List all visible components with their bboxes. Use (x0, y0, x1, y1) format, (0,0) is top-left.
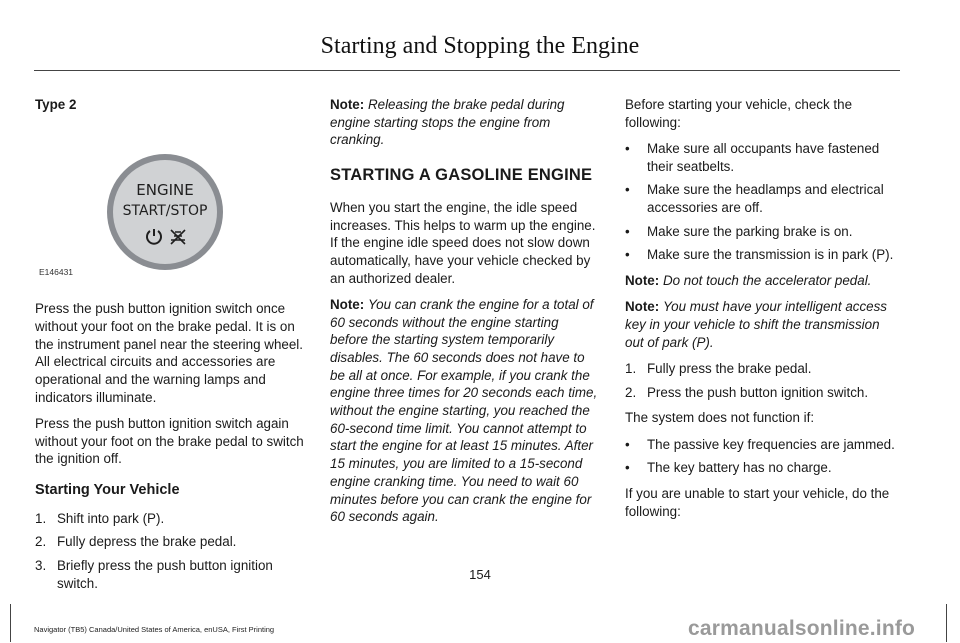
button-symbols-icon (141, 226, 191, 248)
list-item (625, 140, 895, 175)
column-2 (330, 96, 600, 534)
section-heading: STARTING A GASOLINE ENGINE (330, 166, 593, 185)
checklist (625, 140, 895, 264)
list-item (625, 223, 895, 241)
step-number: 3. (35, 558, 47, 574)
button-text-engine: ENGINE (136, 181, 194, 200)
step-number: 2. (625, 384, 637, 400)
bullet: • (625, 223, 630, 239)
list-item (625, 459, 895, 477)
step-text: Press the push button ignition switch. (647, 384, 869, 400)
watermark: carmanualsonline.info (688, 617, 916, 640)
page-number: 154 (469, 567, 491, 582)
note (330, 296, 600, 526)
crop-mark-left (10, 604, 11, 642)
type-label: Type 2 (35, 97, 77, 112)
bullet-text: Make sure the transmission is in park (P). (647, 247, 894, 263)
header-divider (34, 70, 900, 71)
key-crossed-icon (171, 230, 185, 244)
note-label: Note: (330, 97, 365, 112)
column-3 (625, 96, 895, 529)
figure-code: E146431 (39, 267, 74, 278)
note-text: Releasing the brake pedal during engine starting stops the engine from cranking. (330, 97, 565, 148)
note (330, 96, 600, 149)
step-text: Shift into park (P). (57, 510, 165, 526)
ignition-button-figure (35, 122, 305, 288)
step-text: Briefly press the push button ignition switch. (57, 558, 273, 591)
list-item (625, 246, 895, 264)
list-item (625, 384, 895, 402)
subheading-starting-your-vehicle: Starting Your Vehicle (35, 482, 180, 499)
paragraph: Press the push button ignition switch once without your foot on the brake pedal. It is on the instrument panel near the steering wheel. All electrical circuits and accessories are operational and the warning lamps and indicators illuminate. (35, 301, 303, 405)
bullet-text: Make sure the headlamps and electrical accessories are off. (647, 182, 884, 216)
note-label: Note: (330, 296, 365, 312)
paragraph: Press the push button ignition switch again without your foot on the brake pedal to switch the ignition off. (35, 415, 304, 467)
list-item (625, 436, 895, 454)
bullet-text: The key battery has no charge. (647, 460, 832, 476)
note-label: Note: (625, 273, 660, 289)
paragraph: If you are unable to start your vehicle, do the following: (625, 485, 890, 519)
conditions-list (625, 436, 895, 477)
bullet-text: The passive key frequencies are jammed. (647, 436, 895, 452)
paragraph: The system does not function if: (625, 410, 815, 426)
page-title: Starting and Stopping the Engine (320, 33, 640, 59)
column-1 (35, 96, 305, 601)
note (625, 298, 895, 351)
note-text: Do not touch the accelerator pedal. (662, 273, 872, 289)
step-number: 1. (35, 510, 47, 526)
note (625, 272, 895, 290)
crop-mark-right (946, 604, 947, 642)
step-number: 1. (625, 360, 637, 376)
note-text: You can crank the engine for a total of 60 seconds without the engine starting before the starting system temporarily disables. The 60 seconds does not have to be all at once. For example, if you crank the engine three times for 20 seconds each time, without the engine starting, you reached the 60-second time limit. You cannot attempt to start the engine for at least 15 minutes. After 15 minutes, you are limited to a 15-second engine cranking time. You need to wait 60 minutes before you can crank the engine for 60 seconds again. (330, 296, 598, 525)
bullet: • (625, 182, 630, 198)
bullet: • (625, 460, 630, 476)
bullet: • (625, 247, 630, 263)
paragraph: Before starting your vehicle, check the following: (625, 97, 853, 130)
note-label: Note: (625, 299, 660, 315)
document-info: Navigator (TB5) Canada/United States of America, enUSA, First Printing (34, 625, 275, 634)
step-number: 2. (35, 534, 47, 550)
step-text: Fully depress the brake pedal. (57, 534, 237, 550)
bullet: • (625, 436, 630, 452)
ignition-button-image (107, 154, 223, 270)
list-item (35, 533, 305, 551)
steps-list (625, 360, 895, 401)
list-item (625, 360, 895, 378)
bullet-text: Make sure all occupants have fastened their seatbelts. (647, 140, 880, 174)
list-item (625, 181, 895, 216)
list-item (35, 510, 305, 528)
button-text-start-stop: START/STOP (122, 203, 208, 220)
bullet: • (625, 140, 630, 156)
paragraph: When you start the engine, the idle speed increases. This helps to warm up the engine. If the engine idle speed does not slow down automatically, have your vehicle checked by an authorized dealer. (330, 199, 596, 286)
note-text: You must have your intelligent access key in your vehicle to shift the transmission out of park (P). (625, 299, 887, 350)
step-text: Fully press the brake pedal. (647, 360, 812, 376)
bullet-text: Make sure the parking brake is on. (647, 223, 853, 239)
